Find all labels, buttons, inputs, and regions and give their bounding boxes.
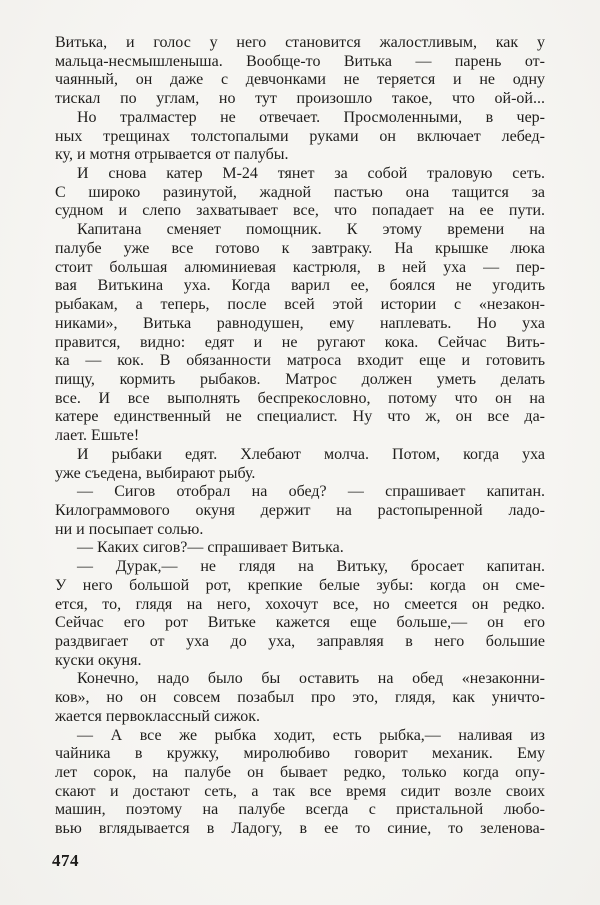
text-line: жается первоклассный сижок. — [55, 707, 261, 725]
text-line: — Каких сигов?— спрашивает Витька. — [77, 539, 344, 557]
text-line: катере единственный не специалист. Ну что ж, он все да- — [55, 408, 545, 426]
text-line: уже съедена, выбирают рыбу. — [55, 464, 256, 482]
text-line: машин, поэтому на палубе всегда с пристальной любо- — [55, 801, 545, 819]
text-block — [55, 34, 545, 839]
text-line: судном и слепо захватывает все, что попадает на ее пути. — [55, 202, 545, 220]
text-line: ных трещинах толстопалыми руками он включает лебед- — [55, 127, 545, 145]
text-line: У него большой рот, крепкие белые зубы: когда он сме- — [55, 576, 545, 594]
text-line: ка — кок. В обязанности матроса входит еще и готовить — [55, 352, 545, 370]
text-line: вью вглядывается в Ладогу, в ее то синие, то зеленова- — [55, 820, 545, 838]
text-line: ется, то, глядя на него, хохочут все, но смеется он редко. — [55, 595, 545, 613]
text-line: И рыбаки едят. Хлебают молча. Потом, когда уха — [77, 445, 545, 463]
text-line: Но тралмастер не отвечает. Просмоленными, в чер- — [77, 108, 545, 126]
text-line: — А все же рыбка ходит, есть рыбка,— наливая из — [77, 726, 545, 744]
text-line: Витька, и голос у него становится жалостливым, как у — [55, 34, 545, 51]
text-line: ни и посыпает солью. — [55, 520, 204, 538]
text-line: чайника в кружку, миролюбиво говорит механик. Ему — [55, 745, 545, 763]
text-line: скают и достают сеть, а так все время сидит возле своих — [55, 782, 545, 800]
text-line: рыбакам, а теперь, после всей этой истории с «незакон- — [55, 296, 545, 314]
text-line: ку, и мотня отрывается от палубы. — [55, 146, 289, 164]
text-line: раздвигает от уха до уха, заправляя в него большие — [55, 633, 545, 650]
text-line: правится, видно: едят и не ругают кока. Сейчас Вить- — [55, 333, 545, 351]
text-line: все. И все выполнять беспрекословно, потому что он на — [55, 389, 545, 407]
text-line: стоит большая алюминиевая кастрюля, в ней уха — пер- — [55, 258, 545, 276]
text-line: Килограммового окуня держит на растопыренной ладо- — [55, 501, 545, 519]
text-line: чаянный, он даже с девчонками не теряется и не одну — [55, 71, 545, 89]
text-line: ков», но он совсем позабыл про это, глядя, как уничто- — [55, 689, 545, 707]
text-line: Капитана сменяет помощник. К этому времени на — [77, 221, 545, 239]
text-line: палубе уже все готово к завтраку. На крышке люка — [55, 239, 545, 257]
text-line: Конечно, надо было бы оставить на обед «незаконни- — [77, 670, 545, 688]
text-line: — Сигов отобрал на обед? — спрашивает капитан. — [77, 483, 545, 501]
page-number: 474 — [52, 851, 79, 870]
text-line: тискал по углам, но тут произошло такое, что ой-ой... — [55, 90, 545, 108]
text-line: С широко разинутой, жадной пастью она тащится за — [55, 183, 545, 201]
text-line: пищу, кормить рыбаков. Матрос должен уметь делать — [55, 370, 545, 388]
text-line: лет сорок, на палубе он бывает редко, только когда опу- — [55, 764, 545, 782]
text-line: И снова катер М-24 тянет за собой траловую сеть. — [77, 165, 545, 183]
text-line: никами», Витька равнодушен, ему наплевать. Но уха — [55, 314, 545, 332]
text-line: вая Витькина уха. Когда варил ее, боялся не угодить — [55, 277, 545, 295]
text-line: лает. Ешьте! — [55, 427, 140, 445]
text-line: Сейчас его рот Витьке кажется еще больше,— он его — [55, 614, 545, 632]
text-line: куски окуня. — [55, 651, 142, 669]
text-line: мальца-несмышленыша. Вообще-то Витька — парень от- — [55, 52, 545, 70]
text-line: — Дурак,— не глядя на Витьку, бросает капитан. — [77, 558, 545, 576]
